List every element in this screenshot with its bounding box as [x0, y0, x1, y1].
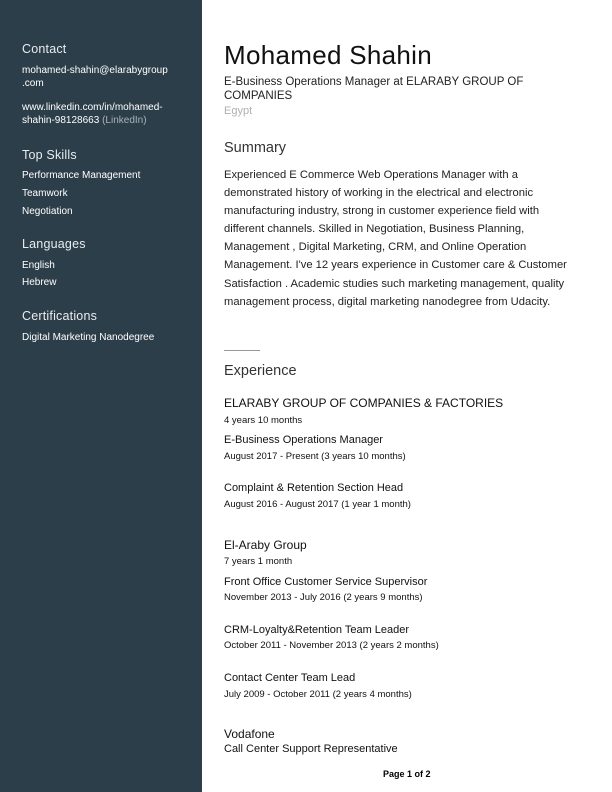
role-dates: August 2016 - August 2017 (1 year 1 month): [224, 499, 411, 510]
email-line-1: mohamed-shahin@elarabygroup: [22, 65, 168, 76]
company-name: ELARABY GROUP OF COMPANIES & FACTORIES: [224, 396, 504, 410]
role-dates: July 2009 - October 2011 (2 years 4 months): [224, 689, 412, 700]
summary-heading: Summary: [224, 140, 287, 156]
company-name: Vodafone: [224, 727, 275, 741]
languages-heading: Languages: [22, 237, 86, 251]
skill-item: Negotiation: [22, 206, 73, 217]
contact-heading: Contact: [22, 42, 67, 56]
section-divider: [224, 350, 260, 351]
role-dates: August 2017 - Present (3 years 10 months): [224, 451, 406, 462]
linkedin-suffix: (LinkedIn): [102, 115, 147, 126]
role-title: Front Office Customer Service Supervisor: [224, 576, 428, 588]
experience-heading: Experience: [224, 363, 297, 379]
skill-item: Performance Management: [22, 170, 141, 181]
role-title: Call Center Support Representative: [224, 743, 398, 755]
linkedin-line-2: shahin-98128663: [22, 115, 100, 126]
role-title: Contact Center Team Lead: [224, 672, 356, 684]
role-title: E-Business Operations Manager: [224, 434, 383, 446]
linkedin-line-1: www.linkedin.com/in/mohamed-: [22, 102, 163, 113]
skills-heading: Top Skills: [22, 148, 77, 162]
language-item: Hebrew: [22, 277, 57, 288]
company-tenure: 7 years 1 month: [224, 556, 293, 567]
role-title: Complaint & Retention Section Head: [224, 482, 404, 494]
page-indicator: Page 1 of 2: [383, 769, 431, 779]
person-name: Mohamed Shahin: [224, 40, 432, 70]
summary-text: Experienced E Commerce Web Operations Manager with a demonstrated history of working in the electrical and electronic manufacturing industry, strong in customer experience field with different channels. Skilled in Negotiation, Business Planning, Management , Digital Marketing, CRM, and Online Operation Management. I've 12 years experience in Customer care & Customer Satisfaction . Academic studies such marketing management, quality management process, digital marketing nanodegree from Udacity.: [224, 169, 567, 308]
company-name: El-Araby Group: [224, 538, 307, 552]
role-title: CRM-Loyalty&Retention Team Leader: [224, 624, 410, 636]
certifications-heading: Certifications: [22, 309, 98, 323]
location: Egypt: [224, 105, 253, 117]
certification-item: Digital Marketing Nanodegree: [22, 332, 155, 343]
email-line-2: .com: [22, 78, 44, 89]
company-tenure: 4 years 10 months: [224, 415, 303, 426]
language-item: English: [22, 260, 55, 271]
skill-item: Teamwork: [22, 188, 68, 199]
headline: E-Business Operations Manager at ELARABY GROUP OF COMPANIES: [224, 76, 524, 102]
role-dates: November 2013 - July 2016 (2 years 9 months): [224, 592, 423, 603]
role-dates: October 2011 - November 2013 (2 years 2 months): [224, 640, 439, 651]
